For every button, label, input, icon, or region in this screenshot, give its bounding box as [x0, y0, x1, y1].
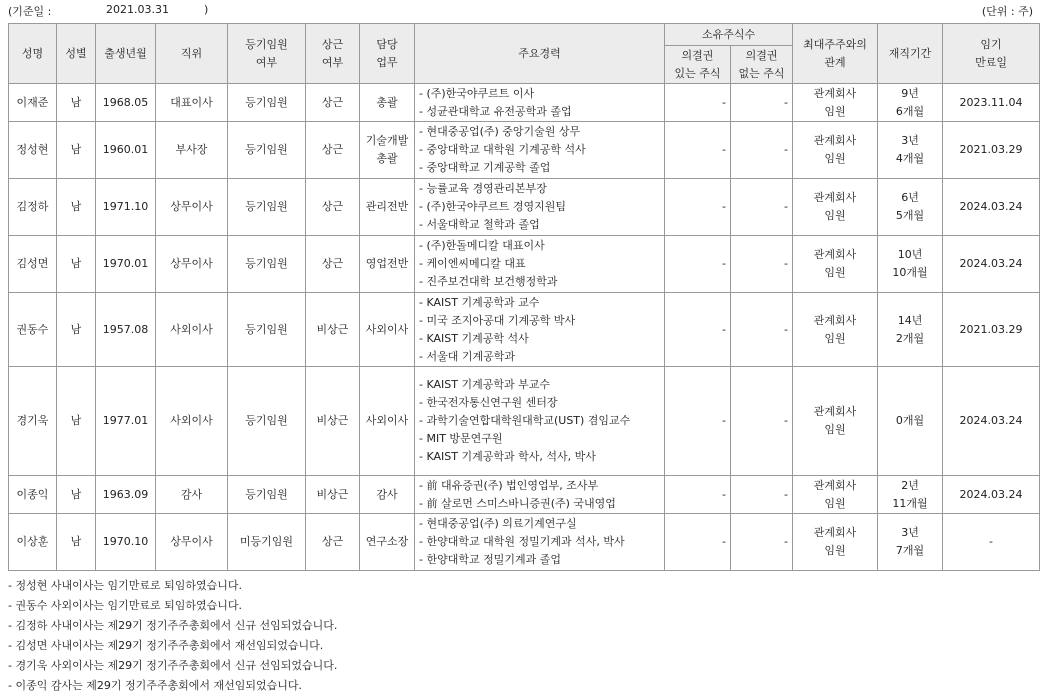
- col-nonvoting: 의결권 없는 주식: [731, 46, 793, 84]
- col-voting: 의결권 있는 주식: [665, 46, 731, 84]
- tenure-cell: [878, 179, 943, 236]
- registered-cell: 등기임원: [228, 179, 306, 236]
- col-duty: 담당 업무: [360, 24, 415, 84]
- registered-cell: 등기임원: [228, 84, 306, 122]
- career-cell-line: - 중앙대학교 대학원 기계공학 석사: [419, 143, 586, 156]
- relation-cell-line: 관계회사: [813, 248, 857, 261]
- career-cell-line: - 진주보건대학 보건행정학과: [419, 275, 558, 288]
- voting-shares-cell: -: [665, 367, 731, 476]
- career-cell-line: - 서울대 기계공학과: [419, 349, 515, 363]
- voting-shares-cell: -: [665, 236, 731, 293]
- executive-table-body: [9, 84, 1040, 571]
- term-end-cell: 2024.03.24: [943, 367, 1040, 476]
- nonvoting-shares-cell: -: [731, 179, 793, 236]
- table-row: [9, 293, 1040, 367]
- duty-cell-line: 사외이사: [365, 414, 409, 427]
- career-cell: [415, 122, 665, 179]
- position-cell: 상무이사: [156, 179, 228, 236]
- fulltime-cell: 상근: [306, 514, 360, 571]
- fulltime-cell: 상근: [306, 179, 360, 236]
- name-cell: 정성현: [9, 122, 57, 179]
- relation-cell: [793, 84, 878, 122]
- col-shares-group: 소유주식수: [665, 24, 793, 46]
- tenure-cell-line: 11개월: [892, 496, 928, 510]
- nonvoting-shares-cell: -: [731, 367, 793, 476]
- tenure-cell: [878, 84, 943, 122]
- tenure-cell-line: 6년: [901, 191, 919, 204]
- career-cell-line: - (주)한국야쿠르트 경영지원팀: [419, 200, 567, 213]
- relation-cell-line: 임원: [824, 152, 846, 165]
- career-cell-line: - 미국 조지아공대 기계공학 박사: [419, 313, 576, 327]
- gender-cell: 남: [57, 179, 96, 236]
- career-cell-line: - 前 대유증권(주) 법인영업부, 조사부: [419, 478, 599, 492]
- career-cell: [415, 179, 665, 236]
- registered-cell: 등기임원: [228, 293, 306, 367]
- relation-cell: [793, 514, 878, 571]
- tenure-cell-line: 0개월: [895, 414, 925, 427]
- table-row: [9, 236, 1040, 293]
- col-term-end: 임기 만료일: [943, 24, 1040, 84]
- career-cell-line: - MIT 방문연구원: [419, 432, 503, 445]
- gender-cell: 남: [57, 122, 96, 179]
- career-cell-line: - 케이엔씨메디칼 대표: [419, 257, 526, 270]
- registered-cell: 등기임원: [228, 476, 306, 514]
- career-cell-line: - 과학기술연합대학원대학교(UST) 겸임교수: [419, 414, 631, 427]
- registered-cell: 등기임원: [228, 367, 306, 476]
- col-name: 성명: [9, 24, 57, 84]
- voting-shares-cell: -: [665, 514, 731, 571]
- career-cell-line: - 한국전자통신연구원 센터장: [419, 396, 558, 409]
- position-cell: 감사: [156, 476, 228, 514]
- relation-cell-line: 관계회사: [813, 313, 857, 327]
- duty-cell: [360, 514, 415, 571]
- name-cell: 이재준: [9, 84, 57, 122]
- relation-cell-line: 임원: [824, 423, 846, 436]
- relation-cell: [793, 476, 878, 514]
- duty-cell: [360, 293, 415, 367]
- col-tenure: 재직기간: [878, 24, 943, 84]
- tenure-cell: [878, 236, 943, 293]
- fulltime-cell: 상근: [306, 84, 360, 122]
- duty-cell-line: 연구소장: [365, 535, 409, 548]
- duty-cell: [360, 476, 415, 514]
- executive-table: [8, 23, 1040, 571]
- name-cell: 김성면: [9, 236, 57, 293]
- duty-cell-line: 사외이사: [365, 322, 409, 336]
- position-cell: 사외이사: [156, 293, 228, 367]
- career-cell: [415, 367, 665, 476]
- career-cell-line: - KAIST 기계공학 석사: [419, 331, 529, 345]
- tenure-cell-line: 5개월: [895, 209, 925, 222]
- col-fulltime: 상근 여부: [306, 24, 360, 84]
- position-cell: 부사장: [156, 122, 228, 179]
- relation-cell-line: 관계회사: [813, 478, 857, 492]
- nonvoting-shares-cell: -: [731, 514, 793, 571]
- col-registered: 등기임원 여부: [228, 24, 306, 84]
- report-header: [8, 0, 1033, 20]
- relation-cell-line: 관계회사: [813, 191, 857, 204]
- term-end-cell: 2024.03.24: [943, 476, 1040, 514]
- base-date-label: (기준일 :: [8, 5, 52, 18]
- note-item: - 이종익 감사는 제29기 정기주주총회에서 재선임되었습니다.: [8, 679, 302, 692]
- duty-cell: [360, 122, 415, 179]
- relation-cell-line: 임원: [824, 266, 846, 279]
- voting-shares-cell: -: [665, 179, 731, 236]
- tenure-cell: [878, 367, 943, 476]
- base-date-close: ): [204, 3, 209, 16]
- term-end-cell: 2024.03.24: [943, 179, 1040, 236]
- career-cell-line: - 서울대학교 철학과 졸업: [419, 218, 540, 231]
- fulltime-cell: 비상근: [306, 476, 360, 514]
- career-cell-line: - 현대중공업(주) 중앙기술원 상무: [419, 125, 581, 138]
- tenure-cell-line: 2개월: [895, 331, 925, 345]
- duty-cell: [360, 367, 415, 476]
- relation-cell: [793, 179, 878, 236]
- duty-cell-line: 관리전반: [365, 200, 409, 213]
- voting-shares-cell: -: [665, 293, 731, 367]
- career-cell-line: - 前 살로먼 스미스바니증권(주) 국내영업: [419, 496, 616, 510]
- gender-cell: 남: [57, 367, 96, 476]
- term-end-cell: 2021.03.29: [943, 293, 1040, 367]
- registered-cell: 미등기임원: [228, 514, 306, 571]
- birth-cell: 1968.05: [96, 84, 156, 122]
- career-cell: [415, 476, 665, 514]
- career-cell-line: - 한양대학교 대학원 정밀기계과 석사, 박사: [419, 535, 625, 548]
- tenure-cell-line: 4개월: [895, 152, 925, 165]
- duty-cell-line: 감사: [376, 487, 398, 501]
- career-cell-line: - (주)한돌메디칼 대표이사: [419, 239, 545, 252]
- relation-cell-line: 관계회사: [813, 405, 857, 418]
- duty-cell-line: 총괄: [376, 95, 398, 109]
- base-date-value: 2021.03.31: [106, 3, 169, 16]
- nonvoting-shares-cell: -: [731, 293, 793, 367]
- career-cell-line: - KAIST 기계공학과 부교수: [419, 378, 550, 391]
- position-cell: 상무이사: [156, 514, 228, 571]
- career-cell: [415, 84, 665, 122]
- name-cell: 경기욱: [9, 367, 57, 476]
- position-cell: 상무이사: [156, 236, 228, 293]
- nonvoting-shares-cell: -: [731, 122, 793, 179]
- table-row: [9, 84, 1040, 122]
- birth-cell: 1971.10: [96, 179, 156, 236]
- relation-cell-line: 임원: [824, 331, 846, 345]
- fulltime-cell: 비상근: [306, 293, 360, 367]
- relation-cell: [793, 122, 878, 179]
- registered-cell: 등기임원: [228, 122, 306, 179]
- duty-cell-line: 영업전반: [365, 257, 409, 270]
- note-item: - 김성면 사내이사는 제29기 정기주주총회에서 재선임되었습니다.: [8, 639, 324, 652]
- tenure-cell: [878, 293, 943, 367]
- tenure-cell-line: 7개월: [895, 544, 925, 557]
- name-cell: 이상훈: [9, 514, 57, 571]
- nonvoting-shares-cell: -: [731, 476, 793, 514]
- career-cell-line: - 능률교육 경영관리본부장: [419, 182, 547, 195]
- name-cell: 김정하: [9, 179, 57, 236]
- col-gender: 성별: [57, 24, 96, 84]
- gender-cell: 남: [57, 293, 96, 367]
- career-cell: [415, 514, 665, 571]
- career-cell-line: - 한양대학교 정밀기계과 졸업: [419, 553, 561, 566]
- note-item: - 정성현 사내이사는 임기만료로 퇴임하였습니다.: [8, 579, 242, 592]
- gender-cell: 남: [57, 84, 96, 122]
- col-career: 주요경력: [415, 24, 665, 84]
- career-cell: [415, 293, 665, 367]
- relation-cell-line: 임원: [824, 104, 846, 118]
- duty-cell: [360, 84, 415, 122]
- tenure-cell-line: 3년: [901, 526, 919, 539]
- table-row: [9, 514, 1040, 571]
- duty-cell-line: 기술개발: [365, 134, 409, 147]
- relation-cell: [793, 367, 878, 476]
- note-item: - 경기욱 사외이사는 제29기 정기주주총회에서 신규 선임되었습니다.: [8, 659, 338, 672]
- nonvoting-shares-cell: -: [731, 84, 793, 122]
- tenure-cell-line: 6개월: [895, 104, 925, 118]
- gender-cell: 남: [57, 514, 96, 571]
- tenure-cell: [878, 514, 943, 571]
- tenure-cell-line: 14년: [897, 313, 923, 327]
- voting-shares-cell: -: [665, 122, 731, 179]
- duty-cell: [360, 236, 415, 293]
- duty-cell: [360, 179, 415, 236]
- gender-cell: 남: [57, 476, 96, 514]
- term-end-cell: 2023.11.04: [943, 84, 1040, 122]
- table-row: [9, 367, 1040, 476]
- career-cell-line: - 중앙대학교 기계공학 졸업: [419, 161, 551, 174]
- position-cell: 사외이사: [156, 367, 228, 476]
- voting-shares-cell: -: [665, 84, 731, 122]
- career-cell-line: - (주)한국야쿠르트 이사: [419, 86, 535, 100]
- voting-shares-cell: -: [665, 476, 731, 514]
- term-end-cell: 2021.03.29: [943, 122, 1040, 179]
- term-end-cell: 2024.03.24: [943, 236, 1040, 293]
- notes-list: [8, 576, 337, 696]
- birth-cell: 1957.08: [96, 293, 156, 367]
- nonvoting-shares-cell: -: [731, 236, 793, 293]
- relation-cell-line: 관계회사: [813, 86, 857, 100]
- col-relation: 최대주주와의 관계: [793, 24, 878, 84]
- tenure-cell: [878, 476, 943, 514]
- career-cell-line: - 현대중공업(주) 의료기계연구실: [419, 517, 577, 530]
- fulltime-cell: 상근: [306, 236, 360, 293]
- birth-cell: 1960.01: [96, 122, 156, 179]
- birth-cell: 1970.10: [96, 514, 156, 571]
- tenure-cell-line: 2년: [901, 478, 919, 492]
- name-cell: 이종익: [9, 476, 57, 514]
- relation-cell-line: 임원: [824, 544, 846, 557]
- tenure-cell-line: 10년: [897, 248, 923, 261]
- name-cell: 권동수: [9, 293, 57, 367]
- unit-label: (단위 : 주): [981, 5, 1033, 18]
- relation-cell-line: 임원: [824, 496, 846, 510]
- term-end-cell: -: [943, 514, 1040, 571]
- tenure-cell-line: 9년: [901, 86, 919, 100]
- career-cell: [415, 236, 665, 293]
- relation-cell-line: 관계회사: [813, 134, 857, 147]
- career-cell-line: - KAIST 기계공학과 학사, 석사, 박사: [419, 450, 596, 463]
- table-row: [9, 179, 1040, 236]
- relation-cell: [793, 293, 878, 367]
- career-cell-line: - KAIST 기계공학과 교수: [419, 295, 540, 309]
- table-row: [9, 122, 1040, 179]
- fulltime-cell: 비상근: [306, 367, 360, 476]
- note-item: - 김정하 사내이사는 제29기 정기주주총회에서 신규 선임되었습니다.: [8, 619, 338, 632]
- career-cell-line: - 성균관대학교 유전공학과 졸업: [419, 104, 572, 118]
- table-row: [9, 476, 1040, 514]
- tenure-cell-line: 10개월: [892, 266, 928, 279]
- registered-cell: 등기임원: [228, 236, 306, 293]
- note-item: - 권동수 사외이사는 임기만료로 퇴임하였습니다.: [8, 599, 242, 612]
- relation-cell-line: 임원: [824, 209, 846, 222]
- birth-cell: 1977.01: [96, 367, 156, 476]
- fulltime-cell: 상근: [306, 122, 360, 179]
- col-birth: 출생년월: [96, 24, 156, 84]
- relation-cell-line: 관계회사: [813, 526, 857, 539]
- birth-cell: 1970.01: [96, 236, 156, 293]
- birth-cell: 1963.09: [96, 476, 156, 514]
- relation-cell: [793, 236, 878, 293]
- col-position: 직위: [156, 24, 228, 84]
- position-cell: 대표이사: [156, 84, 228, 122]
- duty-cell-line: 총괄: [376, 152, 398, 165]
- gender-cell: 남: [57, 236, 96, 293]
- tenure-cell-line: 3년: [901, 134, 919, 147]
- tenure-cell: [878, 122, 943, 179]
